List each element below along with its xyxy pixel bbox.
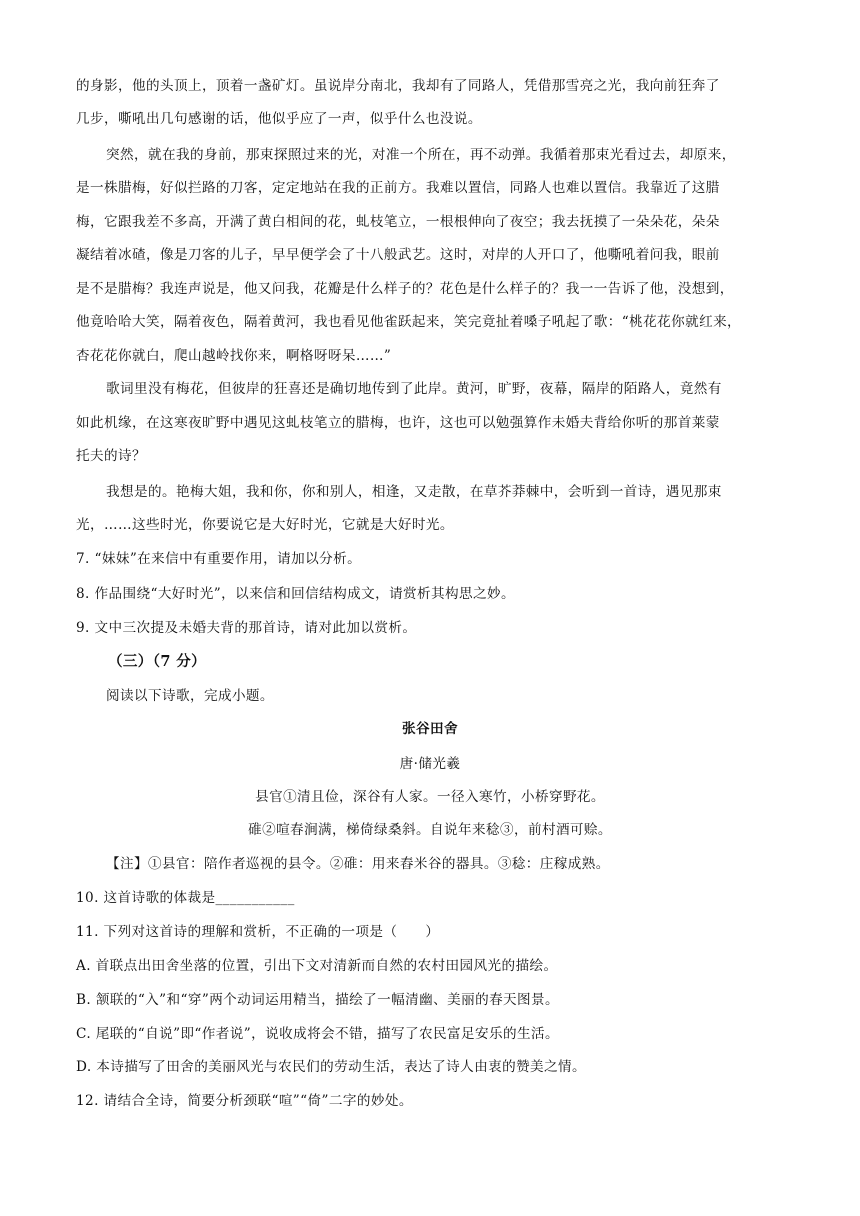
question-10: 10. 这首诗歌的体裁是___________	[76, 890, 295, 906]
passage-line: 的身影，他的头顶上，顶着一盏矿灯。虽说岸分南北，我却有了同路人，凭借那雪亮之光，我向前狂奔了	[76, 78, 720, 94]
passage-line: 托夫的诗？	[76, 448, 146, 464]
question-12: 12. 请结合全诗，简要分析颈联“喧”“倚”二字的妙处。	[76, 1093, 413, 1109]
passage-line: 光，……这些时光，你要说它是大好时光，它就是大好时光。	[76, 517, 454, 533]
section-heading: （三）（7 分）	[108, 653, 207, 670]
passage-line: 他竟哈哈大笑，隔着夜色，隔着黄河，我也看见他雀跃起来，笑完竟扯着嗓子吼起了歌：“桃花花你就红来，	[76, 314, 742, 330]
passage-line: 杏花花你就白，爬山越岭找你来，啊格呀呀呆……”	[76, 348, 392, 364]
poem-line-1: 县官①清且俭，深谷有人家。一径入寒竹，小桥穿野花。	[255, 789, 605, 805]
question-9: 9. 文中三次提及未婚夫背的那首诗，请对此加以赏析。	[76, 620, 417, 636]
question-8: 8. 作品围绕“大好时光”，以来信和回信结构成文，请赏析其构思之妙。	[76, 586, 516, 602]
question-7: 7. “妹妹”在来信中有重要作用，请加以分析。	[76, 551, 362, 567]
option-d: D. 本诗描写了田舍的美丽风光与农民们的劳动生活，表达了诗人由衷的赞美之情。	[76, 1059, 587, 1075]
poem-title: 张谷田舍	[402, 721, 458, 737]
passage-line: 如此机缘，在这寒夜旷野中遇见这虬枝笔立的腊梅，也许，这也可以勉强算作未婚夫背给你听的那首莱蒙	[76, 415, 720, 431]
question-11: 11. 下列对这首诗的理解和赏析，不正确的一项是（ ）	[76, 924, 440, 940]
option-b: B. 颔联的“入”和“穿”两个动词运用精当，描绘了一幅清幽、美丽的春天图景。	[76, 992, 560, 1008]
poem-line-2: 碓②喧春涧满，梯倚绿桑斜。自说年来稔③，前村酒可赊。	[248, 822, 612, 838]
passage-line: 突然，就在我的身前，那束探照过来的光，对准一个所在，再不动弹。我循着那束光看过去，却原来，	[106, 147, 736, 163]
passage-line: 我想是的。艳梅大姐，我和你，你和别人，相逢，又走散，在草芥莽棘中，会听到一首诗，遇见那束	[106, 484, 722, 500]
section-instruction: 阅读以下诗歌，完成小题。	[106, 688, 274, 704]
passage-line: 梅，它跟我差不多高，开满了黄白相间的花，虬枝笔立，一根根伸向了夜空；我去抚摸了一朵朵花，朵朵	[76, 214, 720, 230]
passage-line: 是不是腊梅？我连声说是，他又问我，花瓣是什么样子的？花色是什么样子的？我一一告诉了他，没想到，	[76, 281, 734, 297]
option-c: C. 尾联的“自说”即“作者说”，说收成将会不错，描写了农民富足安乐的生活。	[76, 1026, 559, 1042]
poem-author: 唐·储光羲	[399, 756, 461, 772]
passage-line: 凝结着冰碴，像是刀客的儿子，早早便学会了十八般武艺。这时，对岸的人开口了，他嘶吼着问我，眼前	[76, 247, 720, 263]
passage-line: 歌词里没有梅花，但彼岸的狂喜还是确切地传到了此岸。黄河，旷野，夜幕，隔岸的陌路人，竟然有	[106, 381, 722, 397]
passage-line: 几步，嘶吼出几句感谢的话，他似乎应了一声，似乎什么也没说。	[76, 111, 482, 127]
passage-line: 是一株腊梅，好似拦路的刀客，定定地站在我的正前方。我难以置信，同路人也难以置信。我靠近了这腊	[76, 180, 720, 196]
poem-note: 【注】①县官：陪作者巡视的县令。②碓：用来舂米谷的器具。③稔：庄稼成熟。	[106, 856, 610, 872]
option-a: A. 首联点出田舍坐落的位置，引出下文对清新而自然的农村田园风光的描绘。	[76, 958, 558, 974]
